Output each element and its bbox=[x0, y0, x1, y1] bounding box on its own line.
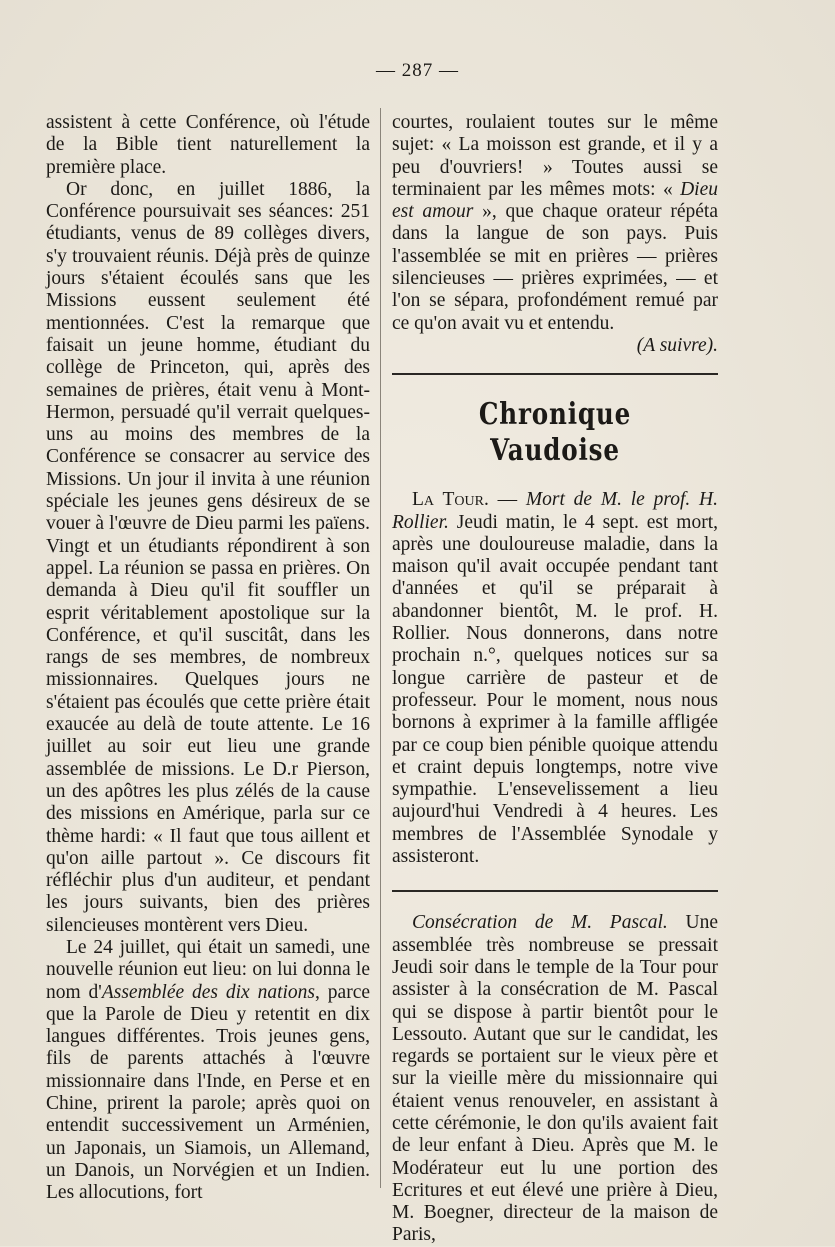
paragraph-text: Le 24 juillet, qui était un samedi, une nouvelle réunion eut lieu: on lui donna le nom d' bbox=[46, 936, 370, 1003]
italic-term: Assemblée des dix nations bbox=[101, 981, 316, 1003]
item-title: Consécration de M. Pascal. bbox=[412, 912, 668, 934]
paragraph-text: », que chaque orateur répéta dans la langue de son pays. Puis l'assemblée se mit en prières — prières silencieuses — prières exprimées, — et l'on se sépara, profondément remué par ce qu'on avait vu et entendu. bbox=[392, 201, 718, 334]
left-column bbox=[46, 112, 370, 1205]
paragraph-conference: Or donc, en juillet 1886, la Conférence poursuivait ses séances: 251 étudiants, venus de 89 collèges divers, s'y trouvaient réunis. Déjà près de quinze jours s'étaient écoulés sans que les Missions eussent seulement été mentionnées. C'est la remarque que faisait un jeune homme, étudiant du collège de Princeton, qui, après des semaines de prières, était venu à Mont-Hermon, persuadé qu'il verrait quelques-uns au moins des membres de la Conférence se consacrer au service des Missions. Un jour il invita à une réunion spéciale les jeunes gens désireux de se vouer à l'œuvre de Dieu parmi les païens. Vingt et un étudiants répondirent à son appel. La réunion se passa en prières. On demanda à Dieu qu'il fit souffler un esprit véritablement apostolique sur la Conférence, et qu'il suscitât, dans les rangs de ses membres, de nombreux missionnaires. Quelques jours ne s'étaient pas écoulés que cette prière était exaucée au delà de toute attente. Le 16 juillet au soir eut lieu une grande assemblée de missions. Le D.r Pierson, un des apôtres les plus zélés de la cause des missions en Amérique, parla sur ce thème hardi: « Il faut que tous aillent et qu'on aille partout ». Ce discours fit réfléchir plus d'un auditeur, et pendant les jours suivants, bien des prières silencieuses montèrent vers Dieu. bbox=[46, 178, 370, 936]
section-rule bbox=[392, 373, 718, 375]
separator: . — bbox=[483, 489, 526, 511]
paragraph-text: , parce que la Parole de Dieu y retentit en dix langues différentes. Trois jeunes gens, fils de parents attachés à l'œuvre missionnaire dans l'Inde, en Perse et en Chine, prirent la parole; après quoi on entendit successivement un Arménien, un Japonais, un Siamois, un Allemand, un Danois, un Norvégien et un Indien. Les allocutions, fort bbox=[46, 981, 370, 1204]
column-divider bbox=[380, 108, 381, 1188]
paragraph-ten-nations bbox=[46, 937, 370, 1205]
section-heading: Chronique Vaudoise bbox=[478, 397, 632, 469]
news-item-rollier bbox=[392, 489, 718, 868]
news-item-pascal bbox=[392, 912, 718, 1246]
item-rule bbox=[392, 890, 718, 892]
right-column bbox=[392, 112, 718, 1247]
page-number: — 287 — bbox=[376, 60, 459, 81]
item-body: Une assemblée très nombreuse se pressait Jeudi soir dans le temple de la Tour pour assister à la consécration de M. Pascal qui se dispose à partir bientôt pour le Lessouto. Autant que sur le candidat, les regards se portaient sur le vieux père et sur la vieille mère du missionnaire qui étaient venus renouveler, en assistant à cette cérémonie, le don qu'ils avaient fait de leur enfant à Dieu. Après que M. le Modérateur eut lu une portion des Ecritures et eut élevé une prière à Dieu, M. Boegner, directeur de la maison de Paris, bbox=[392, 912, 718, 1246]
item-body: Jeudi matin, le 4 sept. est mort, après une douloureuse maladie, dans la maison qu'il avait occupée pendant tant d'années et qu'il se préparait à abandonner bientôt, M. le prof. H. Rollier. Nous donnerons, dans notre prochain n.°, quelques notices sur sa longue carrière de pasteur et de professeur. Pour le moment, nous nous bornons à exprimer à la famille affligée par ce coup bien pénible quoique attendu et craint depuis longtemps, notre vive sympathie. L'ensevelissement a lieu aujourd'hui Vendredi à 4 heures. Les membres de l'Assemblée Synodale y assisteront. bbox=[392, 511, 718, 868]
paragraph-continuation: assistent à cette Conférence, où l'étude de la Bible tient naturellement la première place. bbox=[46, 112, 370, 178]
item-title: Mort de M. le prof. H. Rollier. bbox=[392, 489, 719, 533]
paragraph-text: courtes, roulaient toutes sur le même sujet: « La moisson est grande, et il y a peu d'ouvriers! » Toutes aussi se terminaient par les mêmes mots: « bbox=[392, 112, 718, 200]
place-name: La Tour bbox=[412, 489, 484, 511]
to-be-continued: (A suivre). bbox=[636, 334, 718, 356]
italic-term: Dieu est amour bbox=[392, 178, 718, 223]
paragraph-continuation bbox=[392, 112, 718, 335]
